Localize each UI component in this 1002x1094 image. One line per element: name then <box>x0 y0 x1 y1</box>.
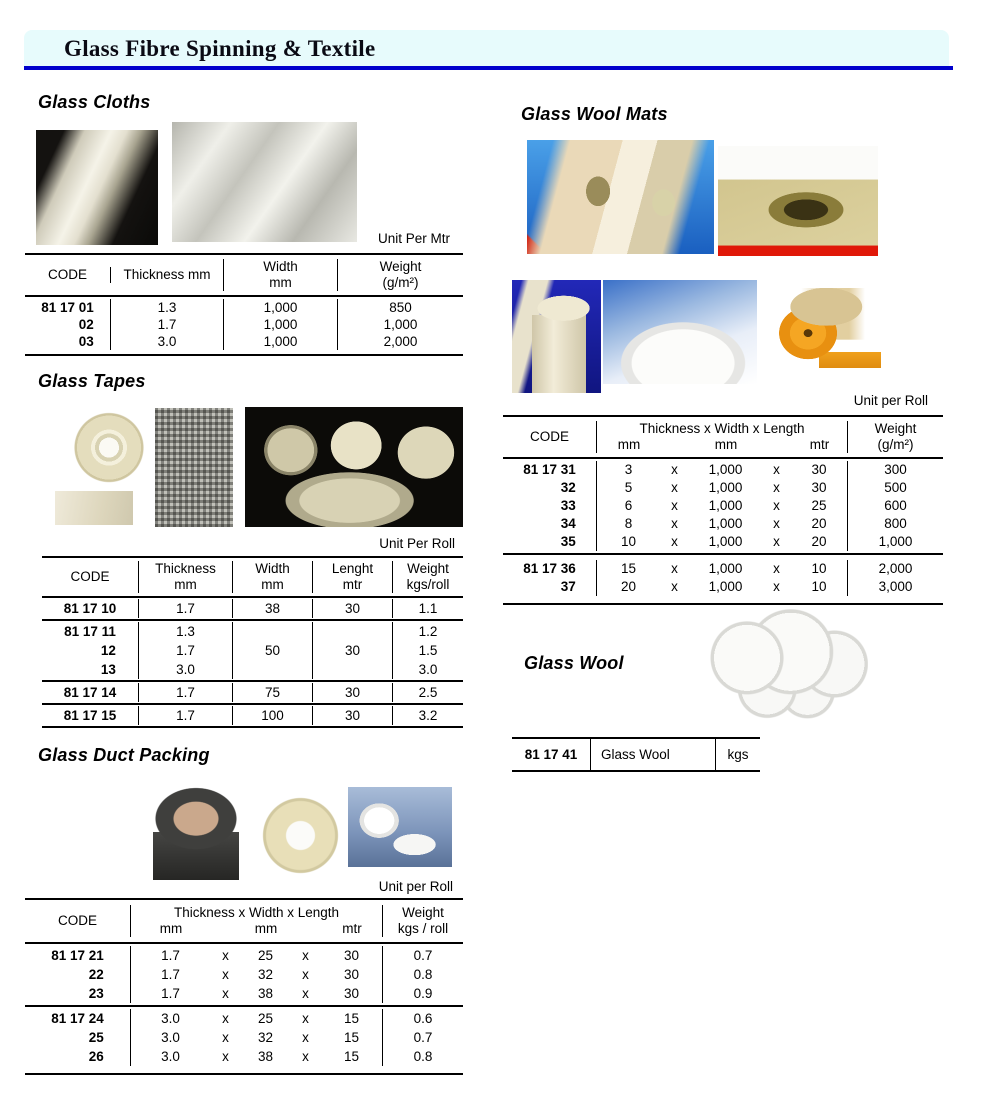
value: 1.1 <box>418 601 438 616</box>
value: 3.0 <box>418 662 438 677</box>
value: 1,000 <box>383 317 418 332</box>
value: 3,000 <box>878 579 913 594</box>
header-unit: (g/m²) <box>382 275 419 290</box>
glass-tape-rolls-photo <box>245 407 463 527</box>
product-name: Glass Wool <box>601 746 670 762</box>
product-code: 81 17 11 <box>64 624 116 639</box>
header-label: Thickness <box>155 561 216 576</box>
dimension-line: 1.7 x 38 x 30 <box>161 986 360 1001</box>
header-unit: kgs / roll <box>397 921 449 936</box>
glass-wool-heading: Glass Wool <box>524 653 624 673</box>
code-cell <box>42 706 138 725</box>
glass-tapes-table <box>42 556 463 728</box>
thickness-cell <box>138 622 232 679</box>
header-label: Thickness x Width x Length <box>639 421 805 436</box>
dimensions-cell <box>130 946 382 1003</box>
header-unit: mm <box>254 921 278 936</box>
code-cell <box>25 1009 130 1066</box>
code-cell <box>503 560 596 596</box>
thickness-column-header <box>138 561 232 593</box>
table-row-group <box>25 944 463 1005</box>
table-row-group <box>25 1005 463 1073</box>
glass-wool-cloud-photo <box>700 603 868 725</box>
glass-duct-discs-photo <box>30 788 142 880</box>
weight-column-header <box>847 421 943 453</box>
header-label: Lenght <box>331 561 374 576</box>
width-column-header <box>223 259 337 291</box>
product-code: 23 <box>88 986 104 1001</box>
dimensions-column-header <box>596 421 847 453</box>
header-label: CODE <box>57 913 97 928</box>
value: 38 <box>264 601 281 616</box>
value: 0.6 <box>413 1011 433 1026</box>
code-cell <box>503 461 596 551</box>
value: 0.8 <box>413 967 433 982</box>
weight-cell <box>392 599 463 618</box>
value: 75 <box>264 685 281 700</box>
value: 1.3 <box>157 300 177 315</box>
dimension-line: 3.0 x 32 x 15 <box>161 1030 360 1045</box>
dimension-units <box>131 921 382 937</box>
product-code: 32 <box>560 480 576 495</box>
accent-line <box>24 66 953 70</box>
wool-mat-roll-blue-photo <box>512 280 601 393</box>
header-unit: mm <box>174 577 197 592</box>
header-unit: mm <box>617 437 641 452</box>
header-unit: mm <box>269 275 292 290</box>
value: 500 <box>884 480 907 495</box>
dimension-line: 1.7 x 25 x 30 <box>161 948 360 963</box>
wool-mats-rolls-photo <box>527 140 714 254</box>
header-label: CODE <box>529 429 569 444</box>
value: 3.0 <box>176 662 195 677</box>
header-unit: mm <box>714 437 738 452</box>
glass-wool-mats-table <box>503 415 943 605</box>
value: 50 <box>264 643 281 658</box>
dimension-line: 15 x 1,000 x 10 <box>620 561 827 576</box>
product-code: 81 17 24 <box>51 1011 104 1026</box>
product-code: 12 <box>100 643 116 658</box>
width-cell <box>232 706 312 725</box>
product-code: 37 <box>560 579 576 594</box>
glass-cloths-heading: Glass Cloths <box>38 92 151 112</box>
weight-cell <box>337 299 463 350</box>
header-label: Width <box>263 259 298 274</box>
header-label: Thickness x Width x Length <box>173 905 340 920</box>
code-column-header <box>42 569 138 585</box>
value: 3.0 <box>157 334 177 349</box>
header-label: Thickness mm <box>123 267 211 282</box>
value: 30 <box>344 601 361 616</box>
product-code: 81 17 31 <box>523 462 576 477</box>
value: 1,000 <box>263 317 298 332</box>
header-unit: kgs/roll <box>406 577 450 592</box>
glass-wool-table <box>512 737 760 772</box>
table-row <box>512 739 760 770</box>
value: 1.7 <box>157 317 177 332</box>
value: 1.5 <box>418 643 438 658</box>
dimension-line: 1.7 x 32 x 30 <box>161 967 360 982</box>
width-cell <box>232 599 312 618</box>
value: 1.3 <box>176 624 195 639</box>
product-name-cell <box>590 739 715 770</box>
duct-tape-cream-photo <box>258 794 343 877</box>
value: 1,000 <box>263 334 298 349</box>
product-code: 81 17 01 <box>41 300 94 315</box>
thickness-cell <box>138 706 232 725</box>
value: 1.7 <box>176 601 195 616</box>
dimensions-cell <box>130 1009 382 1066</box>
code-cell <box>25 946 130 1003</box>
code-column-header <box>503 429 596 445</box>
table-row-group <box>503 553 943 603</box>
header-unit: mtr <box>809 437 830 452</box>
thickness-cell <box>138 599 232 618</box>
product-code: 03 <box>78 334 94 349</box>
glass-cloth-fabric-photo <box>172 122 357 242</box>
weight-cell <box>392 683 463 702</box>
code-cell <box>25 299 110 350</box>
value: 300 <box>884 462 907 477</box>
thickness-column-header <box>110 267 223 283</box>
glass-duct-packing-table <box>25 898 463 1075</box>
glass-tapes-unit-label: Unit Per Roll <box>379 536 455 551</box>
header-unit: mm <box>261 577 284 592</box>
glass-tape-mesh-photo <box>155 408 233 527</box>
value: 2,000 <box>383 334 418 349</box>
table-row-group <box>42 598 463 619</box>
value: 1.2 <box>418 624 438 639</box>
duct-tape-dark-photo <box>145 787 247 880</box>
value: 2,000 <box>878 561 913 576</box>
glass-wool-mats-heading: Glass Wool Mats <box>521 104 668 124</box>
length-cell <box>312 622 392 679</box>
glass-cloth-roll-photo <box>36 130 158 245</box>
glass-wool-mats-table-header <box>503 417 943 459</box>
product-code: 13 <box>100 662 116 677</box>
thickness-cell <box>138 683 232 702</box>
value: 0.7 <box>413 948 433 963</box>
glass-duct-table-header <box>25 900 463 944</box>
glass-tape-roll-photo <box>55 404 155 525</box>
table-row-group <box>42 680 463 703</box>
value: 1.7 <box>176 643 195 658</box>
length-cell <box>312 599 392 618</box>
header-label: Weight <box>402 905 444 920</box>
table-row-group <box>42 619 463 680</box>
header-unit: (g/m²) <box>877 437 914 452</box>
glass-cloths-table <box>25 253 463 356</box>
width-cell <box>232 683 312 702</box>
header-label: Width <box>255 561 290 576</box>
value: 800 <box>884 516 907 531</box>
value: 100 <box>261 708 284 723</box>
thickness-cell <box>110 299 223 350</box>
header-label: Weight <box>407 561 449 576</box>
weight-cell <box>382 1009 463 1066</box>
value: 850 <box>389 300 412 315</box>
product-code: 81 17 21 <box>51 948 104 963</box>
product-code: 81 17 41 <box>524 746 578 762</box>
glass-duct-packing-heading: Glass Duct Packing <box>38 745 210 765</box>
product-code: 34 <box>560 516 576 531</box>
glass-tapes-heading: Glass Tapes <box>38 371 146 391</box>
table-row-group <box>42 703 463 726</box>
value: 1,000 <box>878 534 913 549</box>
width-cell <box>223 299 337 350</box>
length-cell <box>312 706 392 725</box>
unit-cell <box>715 739 760 770</box>
dimension-line: 8 x 1,000 x 20 <box>624 516 827 531</box>
header-label: CODE <box>47 267 87 282</box>
dimension-line: 3.0 x 38 x 15 <box>161 1049 360 1064</box>
value: kgs <box>727 746 749 762</box>
product-code: 81 17 14 <box>63 685 117 700</box>
length-cell <box>312 683 392 702</box>
product-code: 81 17 15 <box>63 708 117 723</box>
product-code: 26 <box>88 1049 104 1064</box>
header-label: Weight <box>874 421 917 436</box>
weight-cell <box>392 706 463 725</box>
dimension-line: 5 x 1,000 x 30 <box>624 480 827 495</box>
dimension-line: 20 x 1,000 x 10 <box>620 579 827 594</box>
table-row-group <box>25 297 463 354</box>
wool-mat-orange-roll-photo <box>767 288 881 382</box>
value: 2.5 <box>418 685 438 700</box>
weight-cell <box>847 461 943 551</box>
width-cell <box>232 622 312 679</box>
value: 30 <box>344 685 361 700</box>
dimension-line: 3 x 1,000 x 30 <box>624 462 827 477</box>
value: 0.8 <box>413 1049 433 1064</box>
product-code: 25 <box>88 1030 104 1045</box>
code-column-header <box>25 267 110 283</box>
dimension-line: 6 x 1,000 x 25 <box>624 498 827 513</box>
width-column-header <box>232 561 312 593</box>
product-code: 81 17 36 <box>523 561 576 576</box>
glass-wool-mats-unit-label: Unit per Roll <box>853 393 928 408</box>
dimensions-cell <box>596 461 847 551</box>
value: 600 <box>884 498 907 513</box>
code-cell <box>42 599 138 618</box>
header-unit: mtr <box>342 921 362 936</box>
product-code: 02 <box>78 317 94 332</box>
value: 1.7 <box>176 708 195 723</box>
value: 30 <box>344 643 361 658</box>
dimensions-column-header <box>130 905 382 937</box>
glass-cloths-table-header <box>25 255 463 297</box>
code-column-header <box>25 913 130 929</box>
glass-duct-unit-label: Unit per Roll <box>378 879 453 894</box>
weight-column-header <box>337 259 463 291</box>
header-unit: mm <box>159 921 183 936</box>
value: 0.9 <box>413 986 433 1001</box>
value: 1.7 <box>176 685 195 700</box>
code-cell <box>42 622 138 679</box>
value: 1,000 <box>263 300 298 315</box>
value: 0.7 <box>413 1030 433 1045</box>
product-code: 81 17 10 <box>63 601 117 616</box>
weight-column-header <box>382 905 463 937</box>
product-code: 22 <box>88 967 104 982</box>
wool-mat-white-roll-photo <box>603 280 757 384</box>
code-cell <box>42 683 138 702</box>
value: 30 <box>344 708 361 723</box>
weight-cell <box>847 560 943 596</box>
header-unit: mtr <box>342 577 363 592</box>
header-label: Weight <box>379 259 422 274</box>
product-code: 35 <box>560 534 576 549</box>
page-title: Glass Fibre Spinning & Textile <box>64 36 376 61</box>
code-cell <box>512 739 590 770</box>
table-row-group <box>503 459 943 553</box>
dimension-units <box>597 437 847 453</box>
dimensions-cell <box>596 560 847 596</box>
duct-rope-rolls-photo <box>348 787 452 867</box>
glass-tapes-table-header <box>42 558 463 598</box>
glass-cloths-unit-label: Unit Per Mtr <box>377 231 450 246</box>
value: 3.2 <box>418 708 438 723</box>
weight-column-header <box>392 561 463 593</box>
dimension-line: 10 x 1,000 x 20 <box>620 534 827 549</box>
weight-cell <box>382 946 463 1003</box>
header-label: CODE <box>70 569 110 584</box>
weight-cell <box>392 622 463 679</box>
product-code: 33 <box>560 498 576 513</box>
dimension-line: 3.0 x 25 x 15 <box>161 1011 360 1026</box>
length-column-header <box>312 561 392 593</box>
wool-mat-folded-photo <box>718 146 878 256</box>
